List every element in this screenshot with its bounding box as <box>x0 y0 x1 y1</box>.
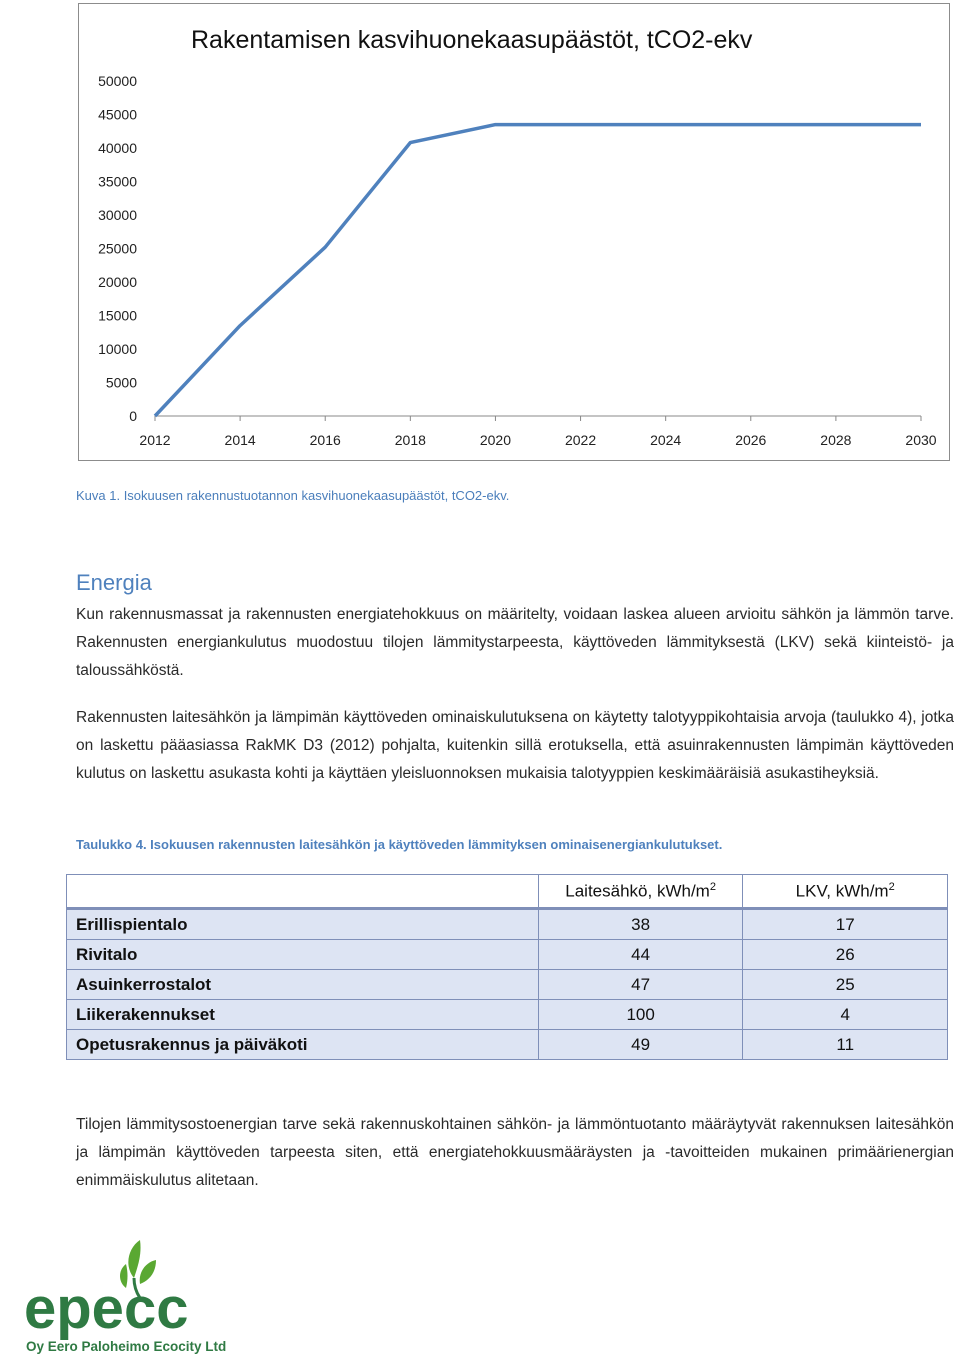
x-tick-label: 2028 <box>820 432 852 448</box>
x-tick-label: 2012 <box>139 432 171 448</box>
table-row <box>67 970 948 1000</box>
cell-laitesahko: 49 <box>538 1030 743 1060</box>
x-tick-label: 2026 <box>735 432 767 448</box>
x-tick-label: 2022 <box>564 432 597 448</box>
y-tick-label: 40000 <box>98 140 137 156</box>
x-tick-label: 2020 <box>479 432 512 448</box>
epecc-logo <box>22 1236 242 1356</box>
series-line <box>155 125 921 416</box>
cell-lkv: 11 <box>743 1030 948 1060</box>
y-tick-label: 35000 <box>98 173 137 190</box>
row-label: Liikerakennukset <box>67 1000 539 1030</box>
x-tick-label: 2018 <box>394 432 426 448</box>
table-header-lkv: LKV, kWh/$m^2$ <box>743 875 948 909</box>
row-label: Rivitalo <box>67 940 539 970</box>
x-tick-label: 2024 <box>650 432 682 448</box>
y-tick-label: 10000 <box>98 341 137 357</box>
cell-lkv: 25 <box>743 970 948 1000</box>
y-tick-label: 25000 <box>98 240 137 257</box>
company-name: Oy Eero Paloheimo Ecocity Ltd <box>26 1339 227 1354</box>
x-tick-label: 2014 <box>224 432 256 448</box>
row-label: Opetusrakennus ja päiväkoti <box>67 1030 539 1060</box>
cell-laitesahko: 47 <box>538 970 743 1000</box>
figure-caption: Kuva 1. Isokuusen rakennustuotannon kasvihuonekaasupäästöt, tCO2-ekv. <box>76 488 510 503</box>
paragraph-energy-demand: Kun rakennusmassat ja rakennusten energiatehokkuus on määritelty, voidaan laskea alueen arvioitu sähkön ja lämmön tarve. Rakennusten energiankulutus muodostuu tilojen lämmitystarpeesta, käyttöveden lämmityksestä (LKV) sekä kiinteistö- ja taloussähköstä. <box>76 606 954 679</box>
chart-title: Rakentamisen kasvihuonekaasupäästöt, tCO2-ekv <box>191 26 753 54</box>
y-tick-label: 5000 <box>105 374 137 391</box>
x-tick-label: 2016 <box>309 432 341 448</box>
section-heading: Energia <box>76 570 152 595</box>
table-header-laitesahko: Laitesähkö, kWh/$m^2$ <box>538 875 743 909</box>
x-axis-ticks <box>139 416 936 448</box>
table-row <box>67 1030 948 1060</box>
x-tick-label: 2030 <box>905 432 937 448</box>
cell-laitesahko: 38 <box>538 909 743 940</box>
y-tick-label: 30000 <box>98 207 137 223</box>
table-caption: Taulukko 4. Isokuusen rakennusten laitesähkön ja käyttöveden lämmityksen ominaisenergiankulutukset. <box>76 837 723 852</box>
y-tick-label: 15000 <box>98 307 137 324</box>
row-label: Erillispientalo <box>67 909 539 940</box>
cell-laitesahko: 100 <box>538 1000 743 1030</box>
cell-laitesahko: 44 <box>538 940 743 970</box>
table-row <box>67 1000 948 1030</box>
cell-lkv: 26 <box>743 940 948 970</box>
paragraph-specific-consumption: Rakennusten laitesähkön ja lämpimän käyttöveden ominaiskulutuksena on käytetty talotyyppikohtaisia arvoja (taulukko 4), jotka on laskettu pääasiassa RakMK D3 (2012) pohjalta, kuitenkin sillä erotuksella, että asuinrakennusten lämpimän käyttöveden kulutus on laskettu asukasta kohti ja käyttäen yleisluonnoksen mukaisia talotyyppien keskimääräisiä asukastiheyksiä. <box>76 709 954 782</box>
table-row <box>67 909 948 940</box>
table-row <box>67 940 948 970</box>
row-label: Asuinkerrostalot <box>67 970 539 1000</box>
y-tick-label: 45000 <box>98 106 137 123</box>
table-header-row <box>67 875 948 909</box>
cell-lkv: 17 <box>743 909 948 940</box>
chart-canvas <box>79 4 951 462</box>
y-tick-label: 0 <box>129 408 137 424</box>
paragraph-primary-energy: Tilojen lämmitysostoenergian tarve sekä rakennuskohtainen sähkön- ja lämmöntuotanto määräytyvät rakennuksen laitesähkön ja lämpimän käyttöveden tarpeesta siten, että energiatehokkuusmääräysten ja -tavoitteiden mukainen primäärienergian enimmäiskulutus alitetaan. <box>76 1116 954 1189</box>
cell-lkv: 4 <box>743 1000 948 1030</box>
logo-wordmark: epecc <box>24 1276 189 1341</box>
emissions-chart <box>78 3 950 461</box>
y-tick-label: 50000 <box>98 73 137 89</box>
consumption-table <box>66 874 948 1060</box>
y-axis-ticks <box>98 73 137 424</box>
y-tick-label: 20000 <box>98 274 137 290</box>
table-header-empty <box>67 875 539 909</box>
